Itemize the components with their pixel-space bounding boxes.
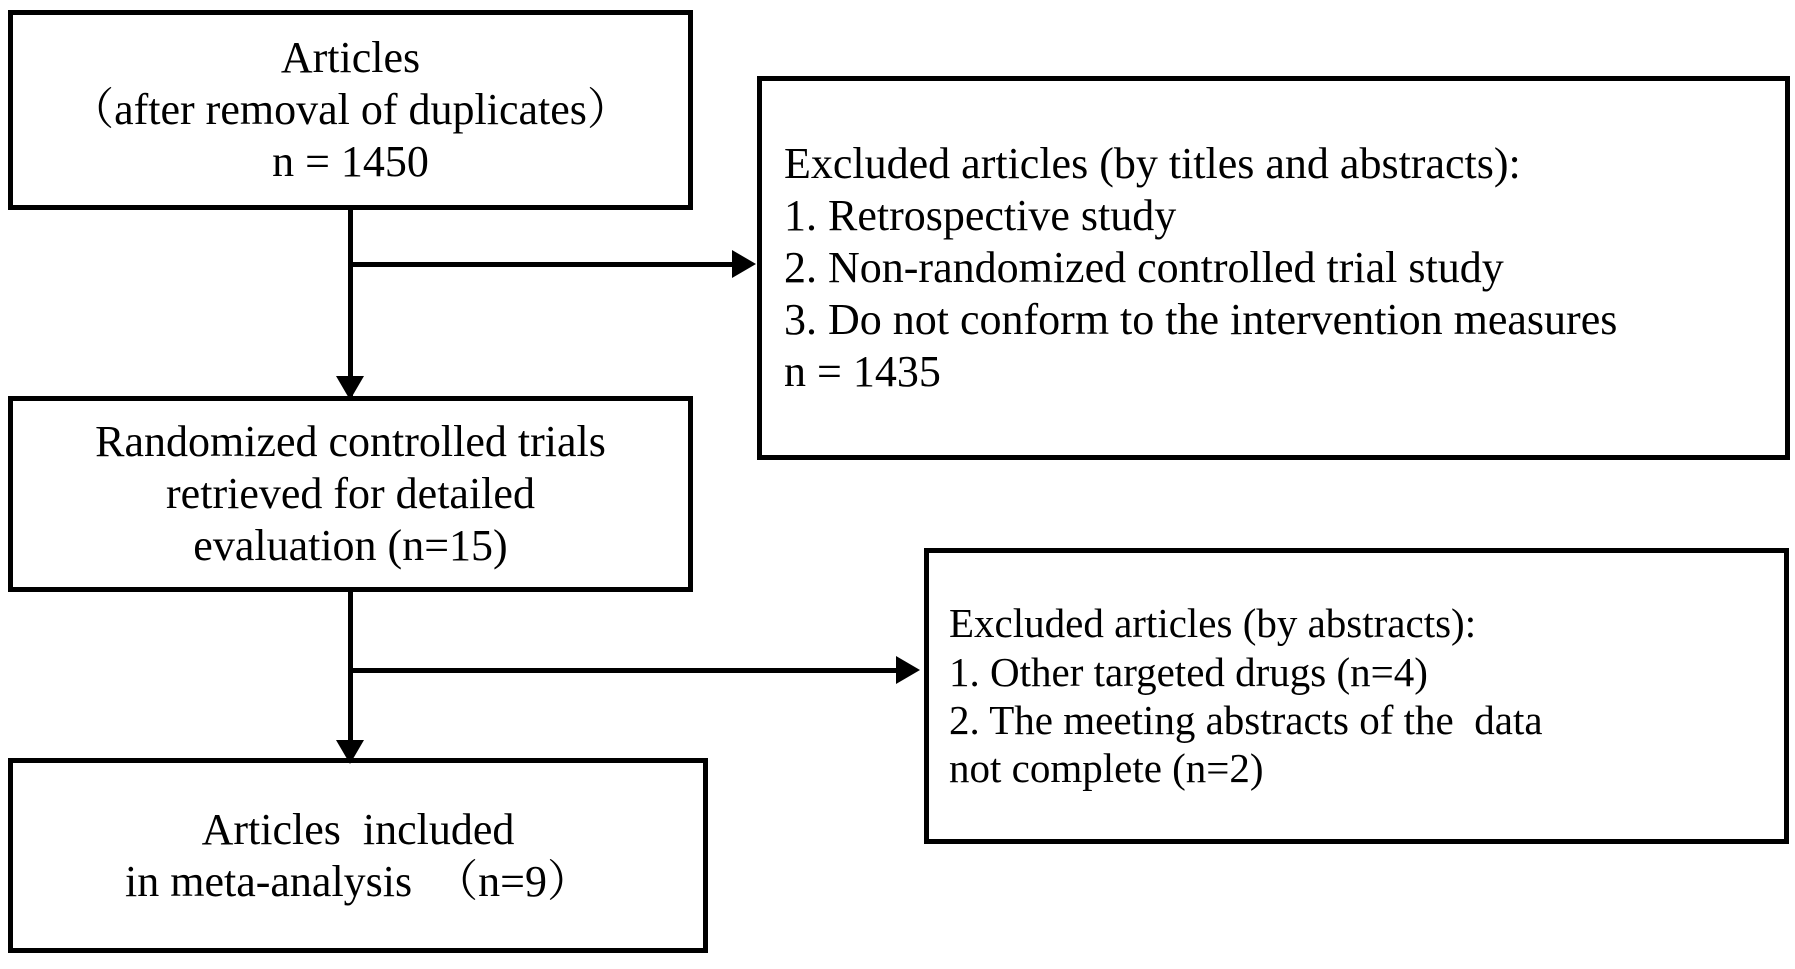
connector-rct-to-included	[348, 592, 353, 758]
node-excluded-by-abstracts-line-4: not complete (n=2)	[949, 745, 1264, 792]
node-rct-line-1: Randomized controlled trials	[95, 417, 606, 467]
arrowhead-down-icon	[336, 376, 364, 400]
node-articles-line-1: Articles	[280, 33, 421, 83]
node-articles-included-line-1: Articles included	[201, 804, 515, 854]
node-excluded-by-abstracts-line-2: 1. Other targeted drugs (n=4)	[949, 648, 1428, 695]
node-excluded-by-titles-line-4: 3. Do not conform to the intervention measures	[784, 294, 1618, 344]
arrowhead-right-icon	[732, 250, 756, 278]
node-excluded-by-titles-line-5: n = 1435	[784, 346, 941, 396]
node-randomized-controlled-trials	[8, 396, 693, 592]
node-articles-line-3: n = 1450	[272, 136, 429, 186]
node-articles-line-2: （after removal of duplicates）	[70, 85, 631, 135]
node-excluded-by-titles-line-2: 1. Retrospective study	[784, 191, 1177, 241]
node-excluded-by-titles	[757, 76, 1790, 460]
node-rct-line-2: retrieved for detailed	[166, 469, 535, 519]
connector-articles-to-rct	[348, 210, 353, 396]
node-excluded-by-titles-line-1: Excluded articles (by titles and abstracts):	[784, 139, 1521, 189]
node-articles	[8, 10, 693, 210]
node-excluded-by-titles-line-3: 2. Non-randomized controlled trial study	[784, 243, 1504, 293]
node-excluded-by-abstracts-line-1: Excluded articles (by abstracts):	[949, 600, 1477, 647]
connector-rct-to-excluded-abstracts	[348, 668, 908, 673]
node-excluded-by-abstracts-line-3: 2. The meeting abstracts of the data	[949, 697, 1543, 743]
node-rct-line-3: evaluation (n=15)	[193, 520, 508, 570]
connector-articles-to-excluded-titles	[348, 262, 744, 267]
node-excluded-by-abstracts	[924, 548, 1789, 844]
arrowhead-right-icon	[896, 656, 920, 684]
node-articles-included	[8, 758, 708, 953]
node-articles-included-line-2: in meta-analysis （n=9）	[125, 856, 591, 906]
arrowhead-down-icon	[336, 740, 364, 764]
